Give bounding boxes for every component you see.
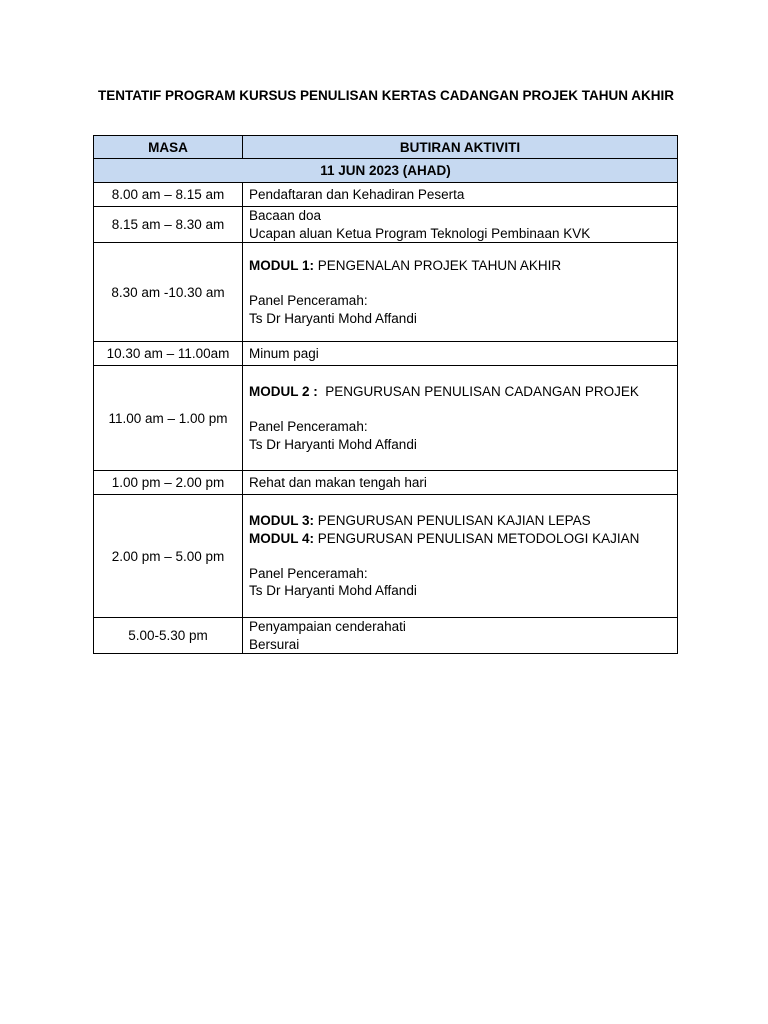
module-label: MODUL 4: — [249, 530, 315, 546]
module-label: MODUL 3: — [249, 513, 315, 529]
module-line — [249, 383, 677, 401]
activity-cell — [243, 618, 678, 654]
activity-line: Bacaan doa — [249, 208, 322, 223]
panel-name: Ts Dr Haryanti Mohd Affandi — [249, 310, 417, 326]
table-header-row — [94, 136, 678, 159]
activity-cell — [243, 207, 678, 243]
time-cell: 8.30 am -10.30 am — [94, 243, 243, 342]
time-cell: 8.00 am – 8.15 am — [94, 183, 243, 207]
module-line — [249, 512, 677, 530]
module-label: MODUL 1: — [249, 258, 315, 273]
time-cell: 11.00 am – 1.00 pm — [94, 366, 243, 471]
page-title: TENTATIF PROGRAM KURSUS PENULISAN KERTAS CADANGAN PROJEK TAHUN AKHIR — [97, 88, 674, 103]
panel-name: Ts Dr Haryanti Mohd Affandi — [249, 436, 417, 452]
activity-line: Rehat dan makan tengah hari — [249, 474, 427, 490]
module-title: PENGURUSAN PENULISAN KAJIAN LEPAS — [314, 513, 591, 529]
date-row — [94, 159, 678, 183]
time-cell: 1.00 pm – 2.00 pm — [94, 471, 243, 495]
activity-cell — [243, 183, 678, 207]
module-title: PENGURUSAN PENULISAN METODOLOGI KAJIAN — [314, 530, 640, 546]
panel-name: Ts Dr Haryanti Mohd Affandi — [249, 583, 417, 599]
time-cell: 5.00-5.30 pm — [94, 618, 243, 654]
table-row — [94, 366, 678, 471]
module-label: MODUL 2 : — [249, 384, 318, 399]
header-masa: MASA — [94, 136, 243, 159]
table-row — [94, 243, 678, 342]
panel-label: Panel Penceramah: — [249, 565, 368, 581]
time-cell: 2.00 pm – 5.00 pm — [94, 495, 243, 618]
time-cell: 8.15 am – 8.30 am — [94, 207, 243, 243]
table-row — [94, 618, 678, 654]
activity-cell — [243, 366, 678, 471]
activity-cell — [243, 495, 678, 618]
activity-line: Penyampaian cenderahati — [249, 619, 406, 634]
activity-cell — [243, 471, 678, 495]
panel-label: Panel Penceramah: — [249, 419, 368, 434]
panel-label: Panel Penceramah: — [249, 293, 368, 308]
activity-line: Bersurai — [249, 636, 300, 652]
activity-cell — [243, 243, 678, 342]
time-cell: 10.30 am – 11.00am — [94, 342, 243, 366]
table-row — [94, 183, 678, 207]
activity-line: Ucapan aluan Ketua Program Teknologi Pembinaan KVK — [249, 225, 591, 241]
header-butiran-aktiviti: BUTIRAN AKTIVITI — [243, 136, 678, 159]
table-row — [94, 471, 678, 495]
module-title: PENGENALAN PROJEK TAHUN AKHIR — [314, 258, 562, 273]
table-row — [94, 495, 678, 618]
schedule-table — [93, 135, 678, 654]
table-row — [94, 207, 678, 243]
module-title: PENGURUSAN PENULISAN CADANGAN PROJEK — [317, 384, 639, 399]
date-label: 11 JUN 2023 (AHAD) — [94, 159, 678, 183]
table-row — [94, 342, 678, 366]
module-line — [249, 257, 677, 275]
activity-cell — [243, 342, 678, 366]
module-line — [249, 530, 677, 548]
activity-line: Minum pagi — [249, 345, 319, 361]
activity-line: Pendaftaran dan Kehadiran Peserta — [249, 186, 465, 202]
